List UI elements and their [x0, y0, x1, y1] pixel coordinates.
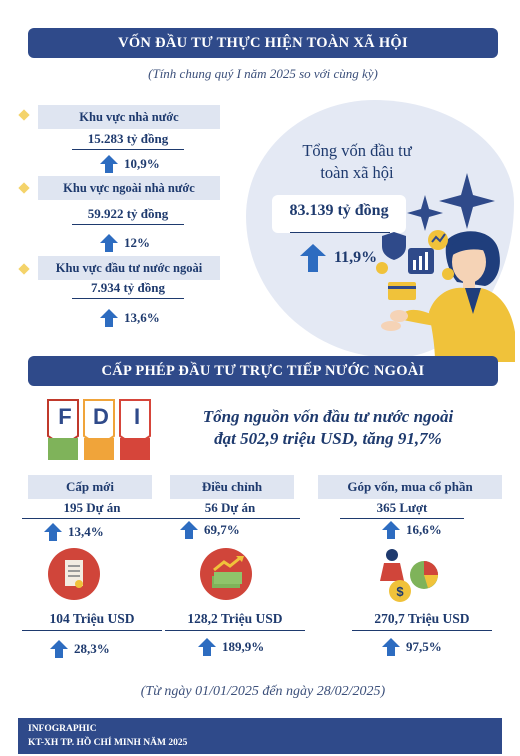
fdi-logo: [44, 396, 154, 464]
up-arrow-icon: [300, 244, 326, 272]
fdi-col-label-new: Cấp mới: [28, 475, 152, 499]
fdi-col-label-adjust: Điều chỉnh: [170, 475, 294, 499]
up-arrow-icon: [180, 521, 198, 539]
sector-amount-private: 59.922 tỷ đồng: [72, 206, 184, 225]
sector-growth-private: 12%: [100, 234, 150, 252]
fdi-col-count-growth-adjust: 69,7%: [180, 521, 240, 539]
fdi-col-count-new: 195 Dự án: [22, 500, 162, 519]
total-title-line2: toàn xã hội: [320, 163, 394, 182]
up-arrow-icon: [382, 638, 400, 656]
svg-text:$: $: [396, 584, 404, 599]
footer-line1: INFOGRAPHIC: [28, 724, 97, 734]
sector-growth-fdi: 13,6%: [100, 309, 160, 327]
fdi-summary-line2: đạt 502,9 triệu USD, tăng 91,7%: [214, 429, 442, 448]
up-arrow-icon: [382, 521, 400, 539]
fdi-col-capital-growth-capital-contribution: 97,5%: [382, 638, 442, 656]
money-growth-icon: [200, 548, 252, 605]
up-arrow-icon: [100, 234, 118, 252]
sector-label-state: Khu vực nhà nước: [38, 105, 220, 129]
fdi-col-count-growth-new: 13,4%: [44, 523, 104, 541]
fdi-col-count-growth-capital-contribution: 16,6%: [382, 521, 442, 539]
footer: [18, 718, 502, 754]
up-arrow-icon: [100, 309, 118, 327]
fdi-col-capital-growth-adjust: 189,9%: [198, 638, 264, 656]
fdi-summary-line1: Tổng nguồn vốn đầu tư nước ngoài: [202, 407, 454, 426]
period-note: (Từ ngày 01/01/2025 đến ngày 28/02/2025): [140, 684, 386, 699]
fdi-logo-letter-i: I: [133, 404, 141, 429]
fdi-col-label-capital-contribution: Góp vốn, mua cổ phần: [318, 475, 502, 499]
bullet-diamond-icon: [18, 263, 29, 274]
up-arrow-icon: [44, 523, 62, 541]
up-arrow-icon: [50, 640, 68, 658]
sector-label-private: Khu vực ngoài nhà nước: [38, 176, 220, 200]
footer-line2: KT-XH TP. HỒ CHÍ MINH NĂM 2025: [28, 738, 188, 748]
fdi-summary: [168, 406, 488, 450]
total-amount: 83.139 tỷ đồng: [289, 202, 389, 219]
finance-icons-cluster: [368, 218, 488, 328]
bullet-diamond-icon: [18, 109, 29, 120]
total-title-line1: Tổng vốn đầu tư: [302, 141, 412, 160]
fdi-col-count-capital-contribution: 365 Lượt: [340, 500, 464, 519]
subtitle: (Tính chung quý I năm 2025 so với cùng kỳ): [148, 66, 378, 81]
fdi-section-banner: CẤP PHÉP ĐẦU TƯ TRỰC TIẾP NƯỚC NGOÀI: [28, 356, 498, 386]
fdi-logo-letter-d: D: [93, 404, 109, 429]
up-arrow-icon: [198, 638, 216, 656]
section-title-banner: VỐN ĐẦU TƯ THỰC HIỆN TOÀN XÃ HỘI: [28, 28, 498, 58]
investor-pie-icon: [378, 545, 442, 608]
bullet-diamond-icon: [18, 182, 29, 193]
up-arrow-icon: [100, 155, 118, 173]
sector-amount-state: 15.283 tỷ đồng: [72, 131, 184, 150]
fdi-col-capital-capital-contribution: 270,7 Triệu USD: [352, 611, 492, 631]
fdi-col-capital-growth-new: 28,3%: [50, 640, 110, 658]
sector-growth-state: 10,9%: [100, 155, 160, 173]
sector-label-fdi: Khu vực đầu tư nước ngoài: [38, 256, 220, 280]
total-growth: 11,9%: [300, 244, 377, 272]
sector-amount-fdi: 7.934 tỷ đồng: [72, 280, 184, 299]
fdi-logo-letter-f: F: [58, 404, 72, 429]
fdi-col-count-adjust: 56 Dự án: [160, 500, 300, 519]
document-scroll-icon: [48, 548, 100, 605]
fdi-col-capital-adjust: 128,2 Triệu USD: [165, 611, 305, 631]
fdi-col-capital-new: 104 Triệu USD: [22, 611, 162, 631]
